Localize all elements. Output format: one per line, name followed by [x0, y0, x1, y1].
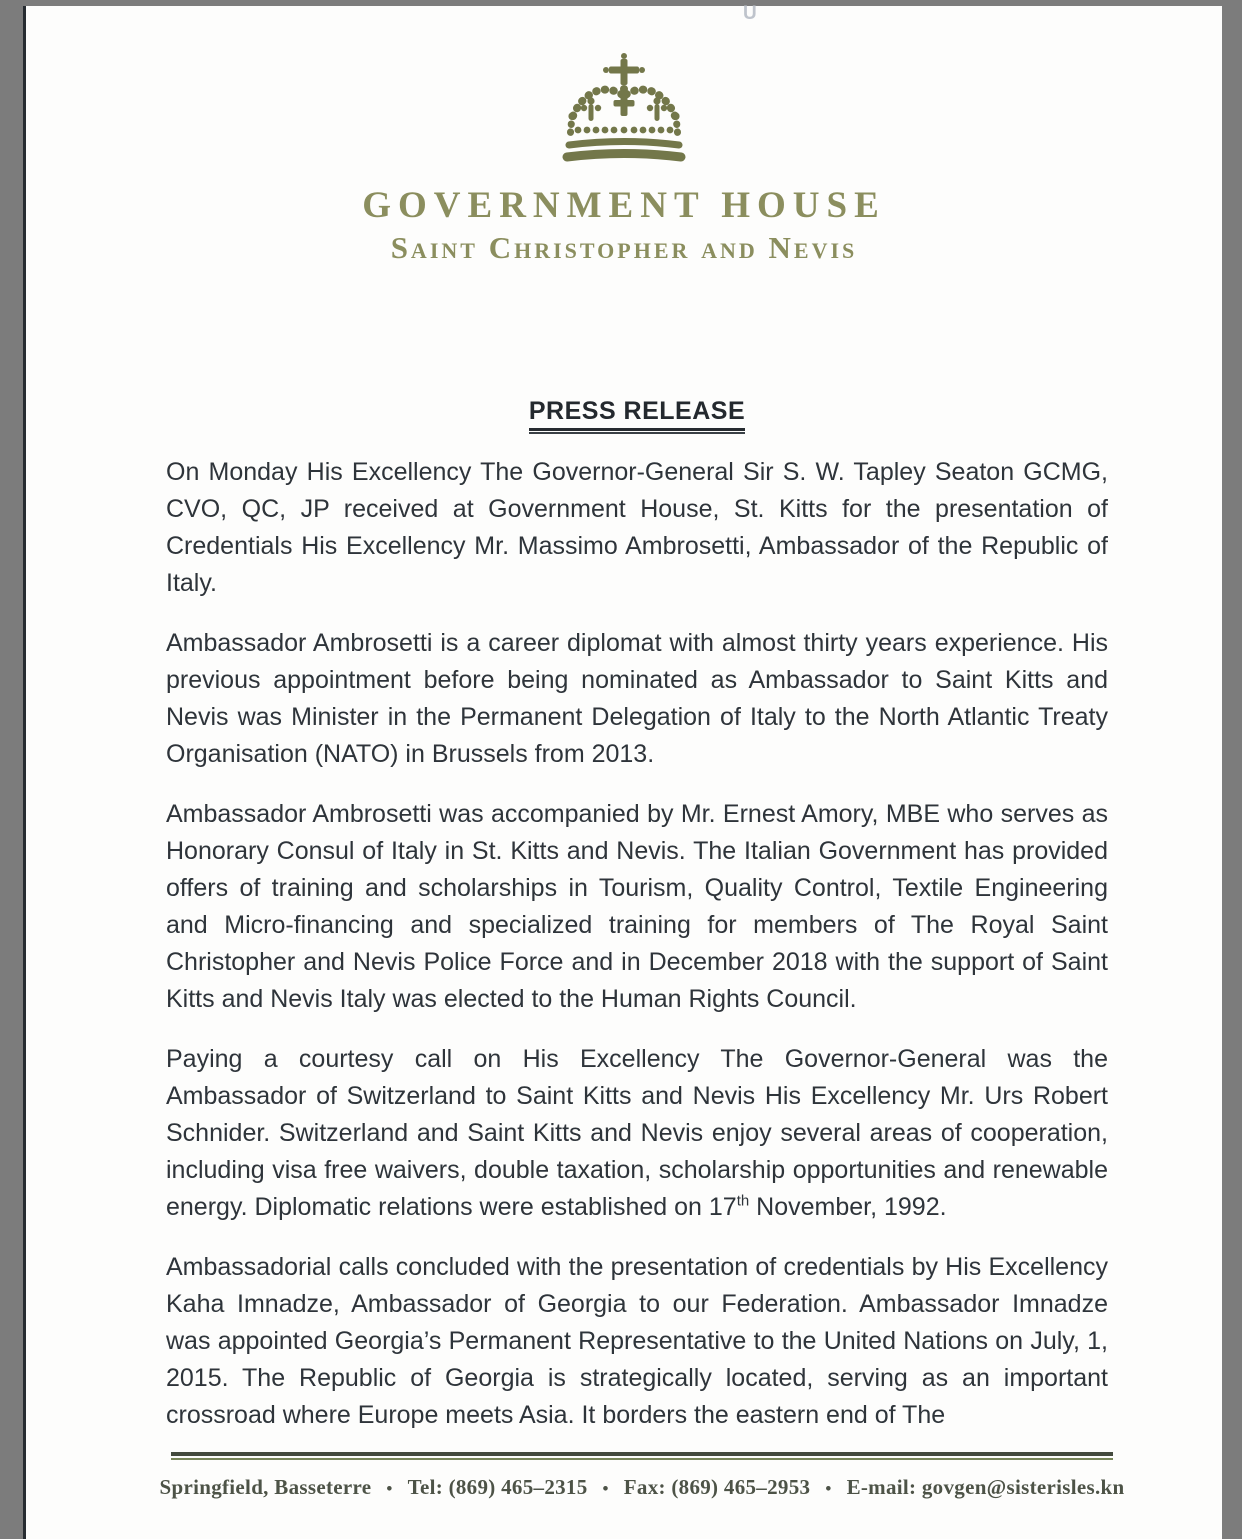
- letterhead-subtitle: Saint Christopher and Nevis: [390, 230, 858, 265]
- paragraph-credentials-italy: On Monday His Excellency The Governor-General Sir S. W. Tapley Seaton GCMG, CVO, QC, JP received at Government House, St. Kitts for the presentation of Credentials His Excellency Mr. Massimo Ambrosetti, Ambassador of the Republic of Italy.: [166, 458, 1108, 597]
- footer-telephone: Tel: (869) 465–2315: [407, 1475, 588, 1499]
- paragraph-ambrosetti-career: Ambassador Ambrosetti is a career diplomat with almost thirty years experience. His previous appointment before being nominated as Ambassador to Saint Kitts and Nevis was Minister in the Permanent Delegation of Italy to the North Atlantic Treaty Organisation (NATO) in Brussels from 2013.: [166, 629, 1108, 768]
- scan-artifact-mark: U: [743, 3, 757, 24]
- footer-email: E-mail: govgen@sisterisles.kn: [846, 1475, 1125, 1499]
- footer-fax: Fax: (869) 465–2953: [623, 1475, 811, 1499]
- bullet-separator: •: [386, 1479, 393, 1498]
- ordinal-superscript: th: [736, 1192, 750, 1210]
- paragraph-switzerland: [166, 1041, 1108, 1226]
- letterhead-footer: [159, 1452, 1125, 1500]
- paragraph-georgia: Ambassadorial calls concluded with the presentation of credentials by His Excellency Kaha Imnadze, Ambassador of Georgia to our Federation. Ambassador Imnadze was appointed Georgia’s Permanent Representative to the United Nations on July, 1, 2015. The Republic of Georgia is strategically located, serving as an important crossroad where Europe meets Asia. It borders the eastern end of The: [166, 1253, 1108, 1429]
- paragraph-switzerland-text: Paying a courtesy call on His Excellency The Governor-General was the Ambassador of Switzerland to Saint Kitts and Nevis His Excellency Mr. Urs Robert Schnider. Switzerland and Saint Kitts and Nevis enjoy several areas of cooperation, including visa free waivers, double taxation, scholarship opportunities and renewable energy. Diplomatic relations were established on 17: [166, 1045, 1108, 1221]
- document-page: [23, 3, 1222, 1539]
- crown-emblem-icon: [26, 52, 1222, 174]
- press-release-heading-text: PRESS RELEASE: [529, 397, 745, 431]
- footer-double-rule: [171, 1452, 1113, 1460]
- bullet-separator: •: [602, 1479, 609, 1498]
- bullet-separator: •: [825, 1479, 832, 1498]
- letterhead-title: GOVERNMENT HOUSE: [362, 185, 886, 226]
- document-body: [26, 397, 1222, 1434]
- paragraph-switzerland-date: November, 1992.: [749, 1193, 947, 1221]
- letterhead: [26, 6, 1222, 265]
- paragraph-italian-government: Ambassador Ambrosetti was accompanied by Mr. Ernest Amory, MBE who serves as Honorary Consul of Italy in St. Kitts and Nevis. The Italian Government has provided offers of training and scholarships in Tourism, Quality Control, Textile Engineering and Micro-financing and specialized training for members of The Royal Saint Christopher and Nevis Police Force and in December 2018 with the support of Saint Kitts and Nevis Italy was elected to the Human Rights Council.: [166, 800, 1108, 1013]
- footer-address: Springfield, Basseterre: [159, 1475, 372, 1499]
- press-release-heading: [166, 397, 1108, 431]
- footer-contact-line: [159, 1475, 1125, 1500]
